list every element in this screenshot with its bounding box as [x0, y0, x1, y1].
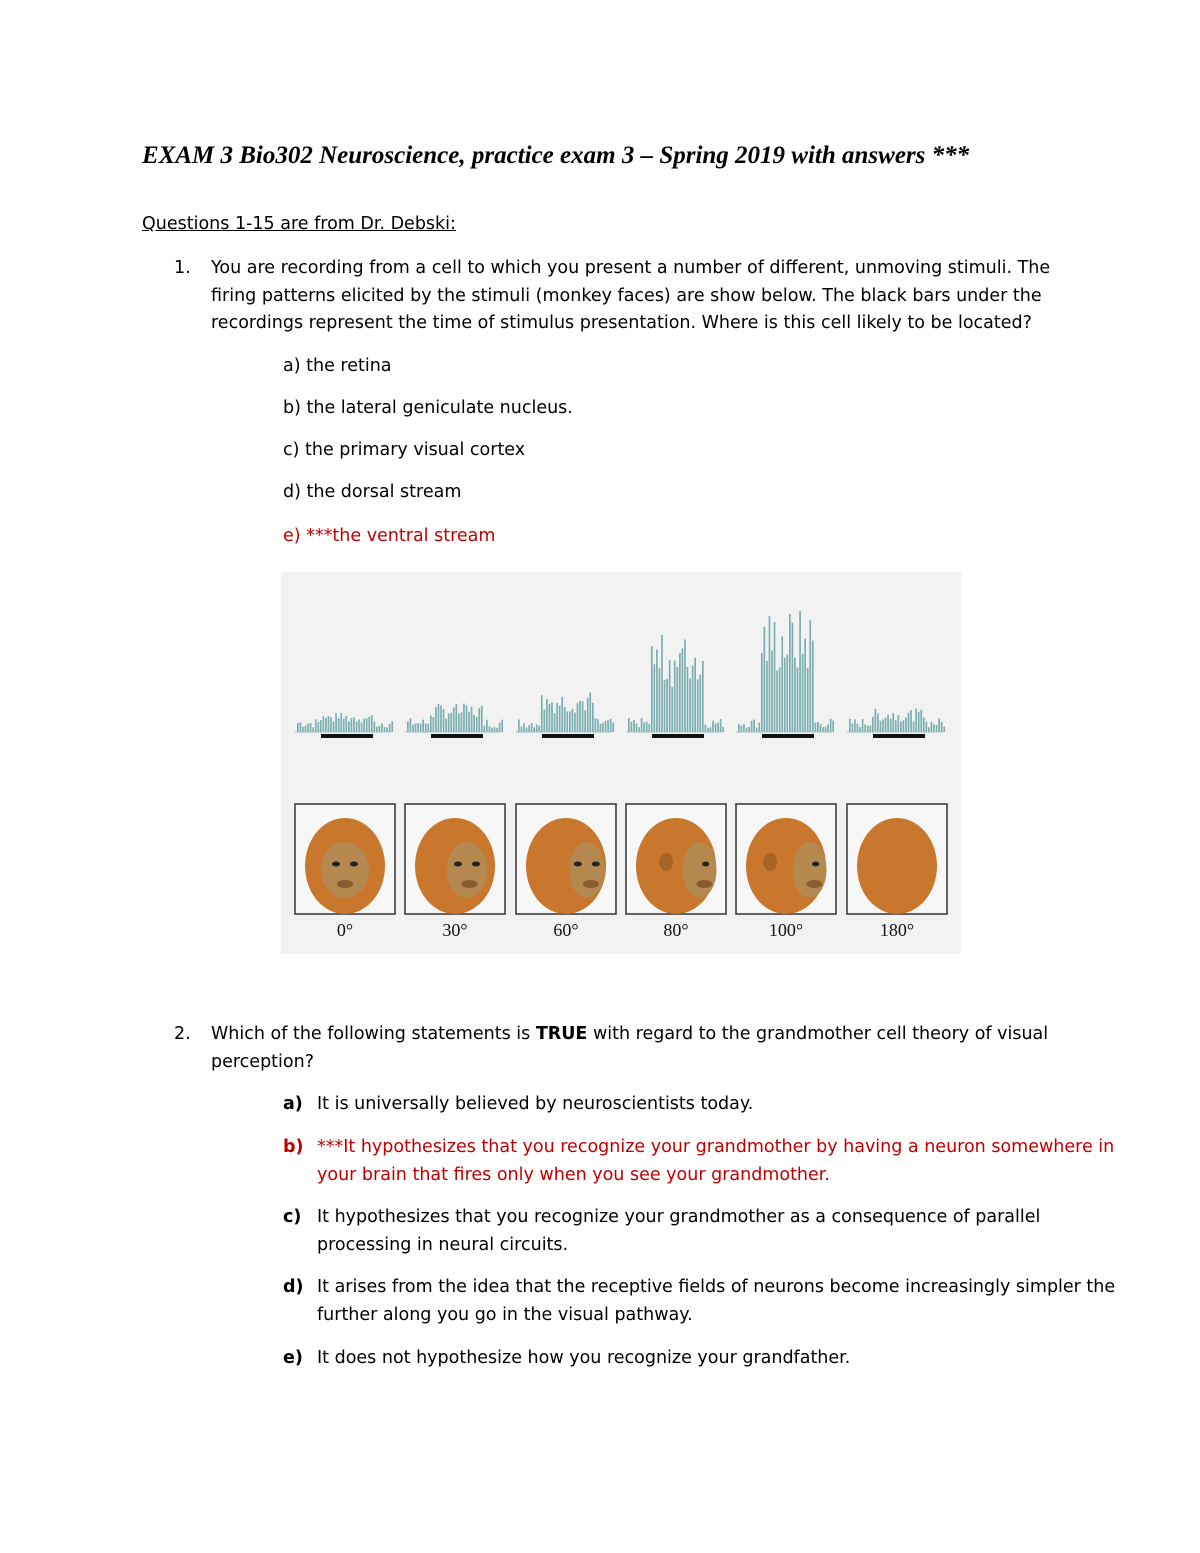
- q2-text-before: Which of the following statements is: [211, 1024, 536, 1044]
- histogram-bar: [433, 717, 435, 732]
- histogram-bar: [445, 719, 447, 732]
- q2-number: 2.: [174, 1024, 191, 1044]
- histogram-bar: [572, 709, 574, 732]
- histogram-bar: [897, 715, 899, 732]
- histogram-bar: [633, 720, 635, 732]
- histogram-bar: [862, 719, 864, 732]
- histogram-bar: [595, 718, 597, 732]
- histogram-bar: [340, 713, 342, 732]
- monkey-face: [447, 842, 488, 898]
- monkey-ear: [763, 853, 777, 871]
- histogram-bar: [784, 658, 786, 732]
- histogram-bar: [471, 707, 473, 732]
- q2-option-c: [283, 1203, 1123, 1259]
- histogram-bar: [577, 703, 579, 732]
- q2-option-a: [283, 1090, 1123, 1118]
- histogram-bar: [892, 713, 894, 732]
- histogram-bar: [664, 680, 666, 732]
- q1-number: 1.: [174, 258, 191, 278]
- histogram-bar: [797, 667, 799, 732]
- histogram-bar: [799, 611, 801, 732]
- monkey-head: [857, 818, 937, 914]
- histogram-bar: [792, 623, 794, 732]
- q1-option-d: d) the dorsal stream: [283, 482, 462, 502]
- histogram-bar: [781, 636, 783, 732]
- histogram-bar: [715, 723, 717, 732]
- histogram-bar: [371, 715, 373, 732]
- histogram-bar: [941, 722, 943, 732]
- monkey-face: [321, 842, 369, 898]
- histogram-bar: [807, 668, 809, 732]
- histogram-bar: [417, 723, 419, 732]
- histogram-bar: [450, 713, 452, 732]
- histogram-bar: [592, 703, 594, 732]
- histogram-bar: [389, 724, 391, 732]
- figure-svg: [281, 572, 961, 954]
- histogram-bar: [628, 718, 630, 732]
- q2-option-d-text: It arises from the idea that the receptive fields of neurons become increasingly simpler the further along you go in the visual pathway.: [317, 1277, 1116, 1325]
- histogram-bar: [361, 722, 363, 732]
- histogram-bar: [867, 726, 869, 732]
- monkey-mouth: [806, 880, 822, 888]
- histogram-bar: [579, 701, 581, 732]
- q2-option-d: [283, 1273, 1123, 1329]
- histogram-bar: [551, 702, 553, 732]
- histogram-bar: [328, 716, 330, 732]
- q2-option-b-correct: [283, 1133, 1123, 1189]
- histogram-bar: [466, 705, 468, 732]
- histogram-bar: [384, 727, 386, 732]
- histogram-bar: [526, 727, 528, 732]
- histogram-bar: [710, 727, 712, 732]
- histogram-bar: [489, 726, 491, 732]
- histogram-bar: [705, 725, 707, 732]
- histogram-bar: [872, 717, 874, 732]
- histogram-bar: [641, 718, 643, 732]
- histogram-bar: [438, 704, 440, 732]
- histogram-bar: [320, 720, 322, 732]
- histogram-bar: [812, 641, 814, 732]
- histogram-bar: [877, 714, 879, 732]
- histogram-bar: [366, 718, 368, 732]
- histogram-bar: [852, 724, 854, 732]
- histogram-bar: [636, 724, 638, 732]
- histogram-bar: [468, 712, 470, 732]
- histogram-bar: [443, 709, 445, 732]
- histogram-bar: [651, 646, 653, 732]
- angle-label: 180°: [879, 920, 915, 940]
- histogram-bar: [491, 728, 493, 732]
- q1-text: You are recording from a cell to which you present a number of different, unmoving stimuli. The firing patterns elicited by the stimuli (monkey faces) are show below. The black bars under the recordings represent the time of stimulus presentation. Where is this cell likely to be located?: [211, 258, 1051, 333]
- histogram-bar: [315, 719, 317, 732]
- histogram-bar: [461, 712, 463, 732]
- histogram-bar: [764, 627, 766, 732]
- q1-option-a: a) the retina: [283, 356, 392, 376]
- histogram-bar: [531, 723, 533, 732]
- histogram-bar: [687, 667, 689, 732]
- monkey-eye: [812, 862, 819, 867]
- histogram-bar: [533, 727, 535, 732]
- histogram-bar: [455, 704, 457, 732]
- histogram-bar: [325, 718, 327, 732]
- histogram-bar: [302, 727, 304, 732]
- histogram-bar: [741, 726, 743, 732]
- histogram-bar: [541, 695, 543, 732]
- histogram-bar: [564, 707, 566, 732]
- histogram-bar: [307, 724, 309, 732]
- histogram-bar: [584, 711, 586, 732]
- histogram-bar: [430, 715, 432, 732]
- histogram-bar: [415, 724, 417, 732]
- histogram-bar: [794, 658, 796, 732]
- histogram-bar: [684, 639, 686, 732]
- histogram-bar: [427, 724, 429, 732]
- histogram-bar: [481, 705, 483, 732]
- histogram-bar: [422, 720, 424, 732]
- q2-option-d-label: d): [283, 1277, 304, 1297]
- histogram-bar: [895, 720, 897, 732]
- monkey-eye: [332, 862, 340, 867]
- histogram-bar: [353, 717, 355, 732]
- histogram-bar: [697, 679, 699, 732]
- q2-option-a-text: It is universally believed by neuroscientists today.: [317, 1094, 754, 1114]
- histogram-bar: [494, 727, 496, 732]
- histogram-bar: [410, 718, 412, 732]
- histogram-bar: [297, 723, 299, 732]
- section-intro: Questions 1-15 are from Dr. Debski:: [142, 214, 456, 234]
- histogram-bar: [689, 679, 691, 732]
- histogram-bar: [717, 722, 719, 732]
- histogram-bar: [610, 719, 612, 732]
- histogram-bar: [305, 726, 307, 732]
- q2-option-b-text: ***It hypothesizes that you recognize your grandmother by having a neuron somewhere in your brain that fires only when you see your grandmother.: [317, 1137, 1115, 1185]
- histogram-bar: [774, 622, 776, 732]
- histogram-bar: [345, 716, 347, 732]
- histogram-bar: [638, 727, 640, 732]
- histogram-bar: [936, 725, 938, 732]
- histogram-bar: [743, 724, 745, 732]
- histogram-bar: [559, 706, 561, 732]
- histogram-bar: [312, 727, 314, 732]
- histogram-bar: [756, 728, 758, 732]
- q2-option-e: [283, 1344, 1123, 1372]
- histogram-bar: [391, 721, 393, 732]
- histogram-bar: [832, 720, 834, 732]
- histogram-bar: [918, 712, 920, 732]
- histogram-bar: [900, 721, 902, 732]
- histogram-bar: [910, 710, 912, 732]
- histogram-bar: [908, 713, 910, 732]
- histogram-bar: [566, 712, 568, 732]
- histogram-bar: [786, 655, 788, 732]
- histogram-bar: [546, 699, 548, 732]
- q2-option-a-label: a): [283, 1094, 303, 1114]
- histogram-bar: [582, 701, 584, 732]
- histogram-bar: [682, 648, 684, 732]
- histogram-bar: [769, 616, 771, 732]
- histogram-bar: [425, 723, 427, 732]
- monkey-mouth: [696, 880, 712, 888]
- histogram-bar: [501, 720, 503, 732]
- histogram-bar: [827, 724, 829, 732]
- histogram-bar: [817, 722, 819, 732]
- q2-option-e-text: It does not hypothesize how you recognize your grandfather.: [317, 1348, 851, 1368]
- histogram-bar: [822, 727, 824, 732]
- histogram-bar: [789, 614, 791, 732]
- histogram-bar: [933, 724, 935, 732]
- histogram-bar: [707, 728, 709, 732]
- histogram-bar: [903, 720, 905, 732]
- histogram-bar: [363, 719, 365, 732]
- histogram-bar: [348, 721, 350, 732]
- histogram-bar: [374, 721, 376, 732]
- histogram-bar: [854, 719, 856, 732]
- histogram-bar: [473, 715, 475, 732]
- histogram-bar: [820, 724, 822, 732]
- histogram-bar: [699, 675, 701, 732]
- histogram-bar: [694, 658, 696, 732]
- q2-option-c-label: c): [283, 1207, 302, 1227]
- histogram-bar: [440, 706, 442, 732]
- histogram-bar: [463, 704, 465, 732]
- histogram-bar: [766, 661, 768, 732]
- histogram-bar: [849, 719, 851, 732]
- histogram-bar: [666, 679, 668, 732]
- histogram-bar: [478, 708, 480, 732]
- histogram-bar: [569, 711, 571, 732]
- stimulus-bar: [542, 734, 594, 738]
- monkey-face: [683, 842, 717, 898]
- histogram-bar: [825, 727, 827, 732]
- histogram-bar: [589, 693, 591, 732]
- histogram-bar: [669, 660, 671, 732]
- histogram-bar: [376, 727, 378, 732]
- histogram-bar: [556, 703, 558, 732]
- histogram-bar: [523, 723, 525, 732]
- firing-pattern-figure: [281, 572, 961, 954]
- histogram-bar: [600, 724, 602, 732]
- histogram-bar: [720, 719, 722, 732]
- histogram-bar: [323, 716, 325, 732]
- histogram-bar: [661, 635, 663, 732]
- histogram-bar: [561, 697, 563, 732]
- monkey-eye: [702, 862, 709, 867]
- stimulus-bar: [321, 734, 373, 738]
- histogram-bar: [343, 719, 345, 732]
- histogram-bar: [379, 726, 381, 732]
- histogram-bar: [476, 717, 478, 732]
- histogram-bar: [528, 725, 530, 732]
- histogram-bar: [887, 715, 889, 732]
- histogram-bar: [712, 721, 714, 732]
- histogram-bar: [368, 717, 370, 732]
- histogram-bar: [538, 726, 540, 732]
- histogram-bar: [679, 653, 681, 732]
- histogram-bar: [499, 723, 501, 732]
- q2-text-after: with regard to the grandmother cell theory of visual perception?: [211, 1024, 1049, 1072]
- histogram-bar: [597, 719, 599, 732]
- histogram-bar: [407, 722, 409, 732]
- histogram-bar: [913, 721, 915, 732]
- histogram-bar: [802, 654, 804, 732]
- histogram-bar: [656, 649, 658, 732]
- histogram-bar: [496, 728, 498, 732]
- histogram-bar: [521, 727, 523, 732]
- histogram-bar: [643, 722, 645, 732]
- angle-label: 0°: [336, 920, 354, 940]
- histogram-bar: [554, 713, 556, 732]
- histogram-bar: [905, 718, 907, 732]
- histogram-bar: [646, 721, 648, 732]
- histogram-bar: [335, 713, 337, 732]
- monkey-mouth: [583, 880, 599, 888]
- histogram-bar: [751, 721, 753, 732]
- histogram-bar: [544, 710, 546, 732]
- stimulus-bar: [431, 734, 483, 738]
- histogram-bar: [351, 718, 353, 732]
- histogram-bar: [448, 714, 450, 732]
- monkey-eye: [592, 862, 600, 867]
- stimulus-bar: [652, 734, 704, 738]
- histogram-bar: [484, 726, 486, 732]
- histogram-bar: [915, 709, 917, 732]
- monkey-eye: [472, 862, 480, 867]
- histogram-bar: [776, 671, 778, 732]
- histogram-bar: [386, 728, 388, 732]
- histogram-bar: [676, 667, 678, 732]
- histogram-bar: [859, 727, 861, 732]
- histogram-bar: [738, 724, 740, 732]
- histogram-bar: [869, 726, 871, 732]
- histogram-bar: [923, 717, 925, 732]
- histogram-bar: [338, 718, 340, 732]
- histogram-bar: [748, 727, 750, 732]
- monkey-eye: [454, 862, 462, 867]
- histogram-bar: [779, 667, 781, 732]
- q2-option-c-text: It hypothesizes that you recognize your grandmother as a consequence of parallel processing in neural circuits.: [317, 1207, 1041, 1255]
- histogram-bar: [722, 727, 724, 732]
- histogram-bar: [574, 713, 576, 732]
- histogram-bar: [926, 722, 928, 732]
- q2-text-bold: TRUE: [535, 1024, 588, 1044]
- histogram-bar: [880, 721, 882, 732]
- histogram-bar: [435, 707, 437, 732]
- histogram-bar: [659, 668, 661, 732]
- histogram-bar: [612, 723, 614, 732]
- histogram-bar: [317, 722, 319, 732]
- angle-label: 30°: [442, 920, 468, 940]
- histogram-bar: [536, 724, 538, 732]
- q2-text: [211, 1021, 1091, 1076]
- histogram-bar: [943, 727, 945, 732]
- histogram-bar: [857, 724, 859, 732]
- histogram-bar: [931, 722, 933, 732]
- q2-option-e-label: e): [283, 1348, 303, 1368]
- histogram-bar: [381, 723, 383, 732]
- histogram-bar: [804, 639, 806, 732]
- histogram-bar: [890, 719, 892, 732]
- histogram-bar: [761, 653, 763, 732]
- monkey-mouth: [461, 880, 477, 888]
- histogram-bar: [358, 719, 360, 732]
- histogram-bar: [809, 620, 811, 732]
- histogram-bar: [602, 723, 604, 732]
- histogram-bar: [771, 650, 773, 732]
- histogram-bar: [453, 708, 455, 732]
- stimulus-bar: [873, 734, 925, 738]
- histogram-bar: [356, 722, 358, 732]
- histogram-bar: [587, 698, 589, 732]
- histogram-bar: [458, 713, 460, 732]
- histogram-bar: [882, 719, 884, 732]
- histogram-bar: [864, 725, 866, 732]
- monkey-face: [569, 842, 605, 898]
- q1-option-c: c) the primary visual cortex: [283, 440, 526, 460]
- histogram-bar: [692, 666, 694, 732]
- histogram-bar: [300, 722, 302, 732]
- histogram-bar: [746, 728, 748, 732]
- histogram-bar: [333, 721, 335, 732]
- histogram-bar: [928, 727, 930, 732]
- histogram-bar: [605, 721, 607, 732]
- histogram-bar: [753, 719, 755, 732]
- q2-option-b-label: b): [283, 1137, 304, 1157]
- monkey-eye: [350, 862, 358, 867]
- q1-option-e-correct: e) ***the ventral stream: [283, 526, 496, 546]
- histogram-bar: [631, 722, 633, 732]
- histogram-bar: [648, 724, 650, 732]
- histogram-bar: [938, 719, 940, 732]
- page-title: EXAM 3 Bio302 Neuroscience, practice exam 3 – Spring 2019 with answers ***: [142, 142, 970, 169]
- monkey-ear: [659, 853, 673, 871]
- angle-label: 100°: [768, 920, 804, 940]
- stimulus-bar: [762, 734, 814, 738]
- monkey-mouth: [337, 880, 353, 888]
- monkey-eye: [574, 862, 582, 867]
- histogram-bar: [518, 720, 520, 732]
- histogram-bar: [654, 664, 656, 732]
- histogram-bar: [330, 717, 332, 732]
- monkey-face: [793, 842, 827, 898]
- histogram-bar: [486, 720, 488, 732]
- histogram-bar: [702, 661, 704, 732]
- histogram-bar: [412, 725, 414, 732]
- histogram-bar: [671, 687, 673, 732]
- histogram-bar: [920, 710, 922, 732]
- histogram-bar: [815, 723, 817, 732]
- histogram-bar: [885, 717, 887, 732]
- q1-option-b: b) the lateral geniculate nucleus.: [283, 398, 573, 418]
- histogram-bar: [549, 704, 551, 732]
- histogram-bar: [875, 709, 877, 732]
- histogram-bar: [758, 723, 760, 732]
- histogram-bar: [674, 661, 676, 732]
- histogram-bar: [420, 724, 422, 732]
- angle-label: 60°: [553, 920, 579, 940]
- angle-label: 80°: [663, 920, 689, 940]
- histogram-bar: [310, 723, 312, 732]
- histogram-bar: [607, 720, 609, 732]
- histogram-bar: [830, 719, 832, 732]
